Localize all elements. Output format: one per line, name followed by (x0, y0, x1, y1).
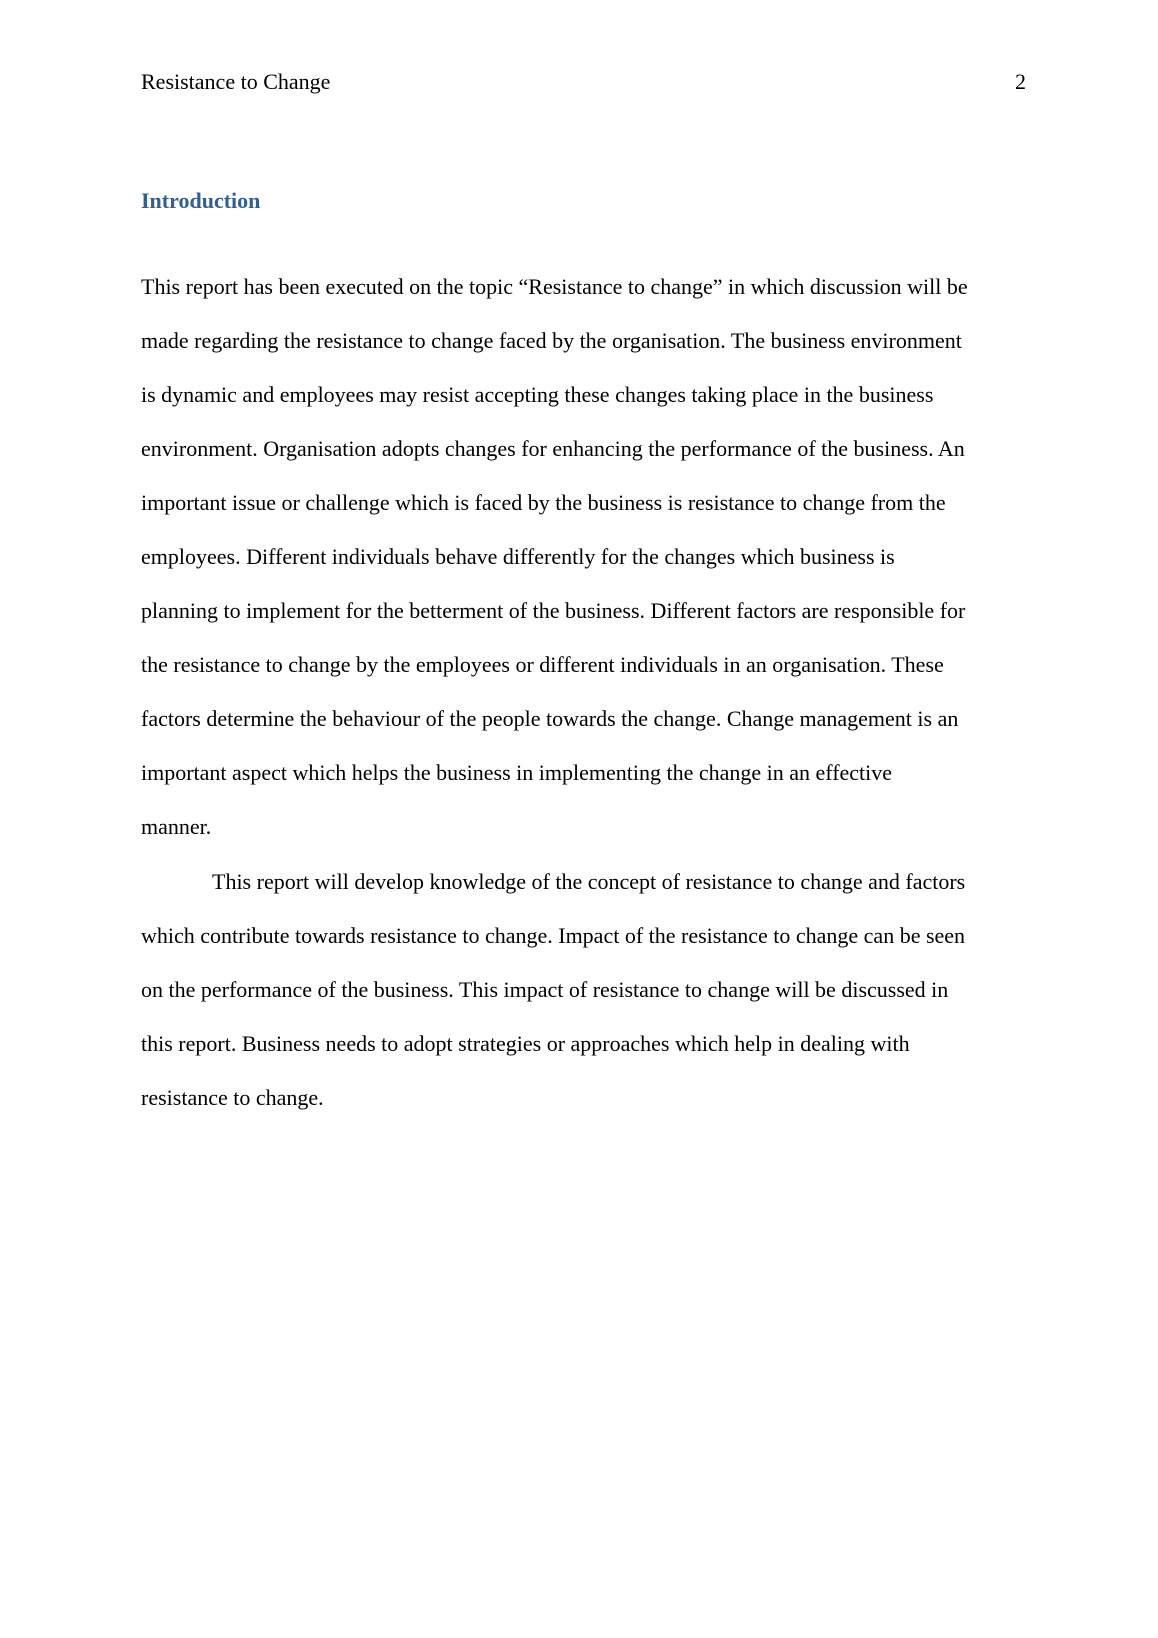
paragraph-line: this report. Business needs to adopt strategies or approaches which help in dealing with (141, 1031, 910, 1056)
introduction-paragraph-2 (141, 855, 1021, 1125)
paragraph-line: on the performance of the business. This impact of resistance to change will be discussed in (141, 977, 949, 1002)
paragraph-line: employees. Different individuals behave differently for the changes which business is (141, 544, 895, 569)
paragraph-line: which contribute towards resistance to change. Impact of the resistance to change can be seen (141, 923, 966, 948)
paragraph-line: environment. Organisation adopts changes for enhancing the performance of the business. An (141, 436, 965, 461)
paragraph-first-line (141, 855, 1021, 909)
paragraph-line: resistance to change. (141, 1085, 324, 1110)
paragraph-line: made regarding the resistance to change faced by the organisation. The business environment (141, 328, 962, 353)
paragraph-line: the resistance to change by the employees or different individuals in an organisation. These (141, 652, 944, 677)
paragraph-line: factors determine the behaviour of the people towards the change. Change management is an (141, 706, 959, 731)
paragraph-line: planning to implement for the betterment of the business. Different factors are responsible for (141, 598, 966, 623)
paragraph-line: This report has been executed on the topic “Resistance to change” in which discussion will be (141, 274, 968, 299)
introduction-paragraph-1 (141, 260, 1021, 854)
section-heading: Introduction (141, 188, 261, 213)
paragraph-line: manner. (141, 814, 212, 839)
paragraph-line: is dynamic and employees may resist accepting these changes taking place in the business (141, 382, 934, 407)
page-number: 2 (1015, 69, 1026, 94)
paragraph-line: important issue or challenge which is faced by the business is resistance to change from the (141, 490, 946, 515)
paragraph-line: important aspect which helps the business in implementing the change in an effective (141, 760, 893, 785)
paragraph-line-text: This report will develop knowledge of the concept of resistance to change and factors (212, 869, 966, 894)
running-head: Resistance to Change (141, 69, 331, 94)
